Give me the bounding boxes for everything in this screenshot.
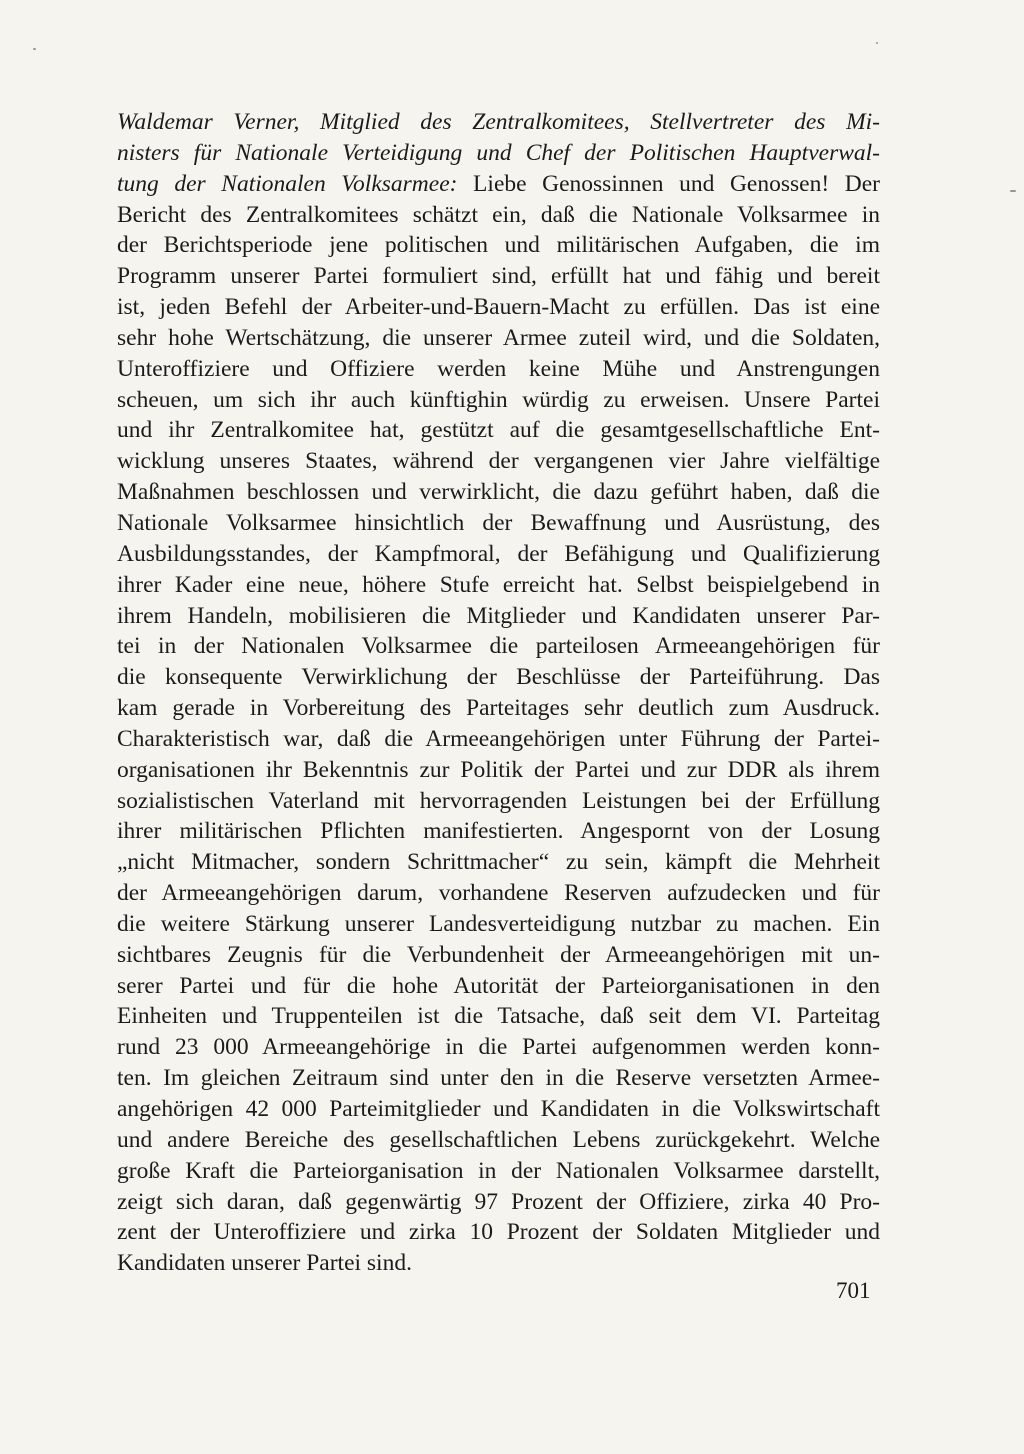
text-line: scheuen, um sich ihr auch künftighin würdig zu erweisen. Unsere Partei	[117, 386, 880, 413]
speaker-attribution: tung der Nationalen Volksarmee:	[117, 170, 458, 197]
text-line: Bericht des Zentralkomitees schätzt ein, daß die Nationale Volksarmee in	[117, 201, 880, 228]
text-line: sozialistischen Vaterland mit hervorragenden Leistungen bei der Erfüllung	[117, 787, 880, 814]
text-line: und ihr Zentralkomitee hat, gestützt auf die gesamtgesellschaftliche Ent-	[117, 417, 880, 444]
text-line: ist, jeden Befehl der Arbeiter-und-Bauern-Macht zu erfüllen. Das ist eine	[117, 294, 880, 321]
scan-speck	[1010, 190, 1016, 192]
text-line: kam gerade in Vorbereitung des Parteitages sehr deutlich zum Ausdruck.	[117, 695, 880, 722]
text-line: zeigt sich daran, daß gegenwärtig 97 Prozent der Offiziere, zirka 40 Pro-	[117, 1188, 880, 1215]
text-line: Programm unserer Partei formuliert sind, erfüllt hat und fähig und bereit	[117, 263, 880, 290]
text-line: angehörigen 42 000 Parteimitglieder und Kandidaten in die Volkswirtschaft	[117, 1096, 880, 1122]
text-line: Ausbildungsstandes, der Kampfmoral, der Befähigung und Qualifizierung	[117, 540, 880, 567]
text-line: organisationen ihr Bekenntnis zur Politik der Partei und zur DDR als ihrem	[117, 756, 880, 783]
text-line: rund 23 000 Armeeangehörige in die Partei aufgenommen werden konn-	[117, 1034, 880, 1061]
text-line: der Armeeangehörigen darum, vorhandene Reserven aufzudecken und für	[117, 880, 880, 907]
text-line: serer Partei und für die hohe Autorität der Parteiorganisationen in den	[117, 972, 880, 999]
speech-paragraph	[117, 107, 880, 1279]
text-line: Einheiten und Truppenteilen ist die Tatsache, daß seit dem VI. Parteitag	[117, 1003, 880, 1030]
text-line: nisters für Nationale Verteidigung und Chef der Politischen Hauptverwal-	[117, 139, 880, 166]
text-line: und andere Bereiche des gesellschaftlichen Lebens zurückgekehrt. Welche	[117, 1126, 880, 1153]
scan-speck	[33, 48, 36, 50]
text-line: große Kraft die Parteiorganisation in der Nationalen Volksarmee darstellt,	[117, 1157, 880, 1184]
text-line: die konsequente Verwirklichung der Beschlüsse der Parteiführung. Das	[117, 664, 880, 691]
text-line: sehr hohe Wertschätzung, die unserer Armee zuteil wird, und die Soldaten,	[117, 324, 880, 351]
text-line-last: Kandidaten unserer Partei sind.	[117, 1250, 412, 1277]
text-line: ihrem Handeln, mobilisieren die Mitglieder und Kandidaten unserer Par-	[117, 602, 880, 629]
text-line: Unteroffiziere und Offiziere werden keine Mühe und Anstrengungen	[117, 355, 880, 382]
text-line: zent der Unteroffiziere und zirka 10 Prozent der Soldaten Mitglieder und	[117, 1219, 880, 1246]
text-line: tung der Nationalen Volksarmee: Liebe Genossinnen und Genossen! Der	[117, 170, 880, 197]
text-line: ihrer Kader eine neue, höhere Stufe erreicht hat. Selbst beispielgebend in	[117, 571, 880, 598]
text-line: Maßnahmen beschlossen und verwirklicht, die dazu geführt haben, daß die	[117, 479, 880, 506]
text-line: ihrer militärischen Pflichten manifestierten. Angespornt von der Losung	[117, 818, 880, 845]
text-line: Nationale Volksarmee hinsichtlich der Bewaffnung und Ausrüstung, des	[117, 509, 880, 536]
text-line: Waldemar Verner, Mitglied des Zentralkomitees, Stellvertreter des Mi-	[117, 109, 880, 135]
text-line: „nicht Mitmacher, sondern Schrittmacher“ zu sein, kämpft die Mehrheit	[117, 849, 880, 876]
text-line: die weitere Stärkung unserer Landesverteidigung nutzbar zu machen. Ein	[117, 910, 880, 937]
text-line: der Berichtsperiode jene politischen und militärischen Aufgaben, die im	[117, 232, 880, 259]
text-line: wicklung unseres Staates, während der vergangenen vier Jahre vielfältige	[117, 448, 880, 475]
text-line: ten. Im gleichen Zeitraum sind unter den in die Reserve versetzten Armee-	[117, 1065, 880, 1092]
text-line: sichtbares Zeugnis für die Verbundenheit der Armeeangehörigen mit un-	[117, 941, 880, 968]
text-line: tei in der Nationalen Volksarmee die parteilosen Armeeangehörigen für	[117, 633, 880, 660]
text-line: Charakteristisch war, daß die Armeeangehörigen unter Führung der Partei-	[117, 725, 880, 752]
page-number: 701	[836, 1278, 871, 1303]
scan-speck	[876, 42, 878, 44]
